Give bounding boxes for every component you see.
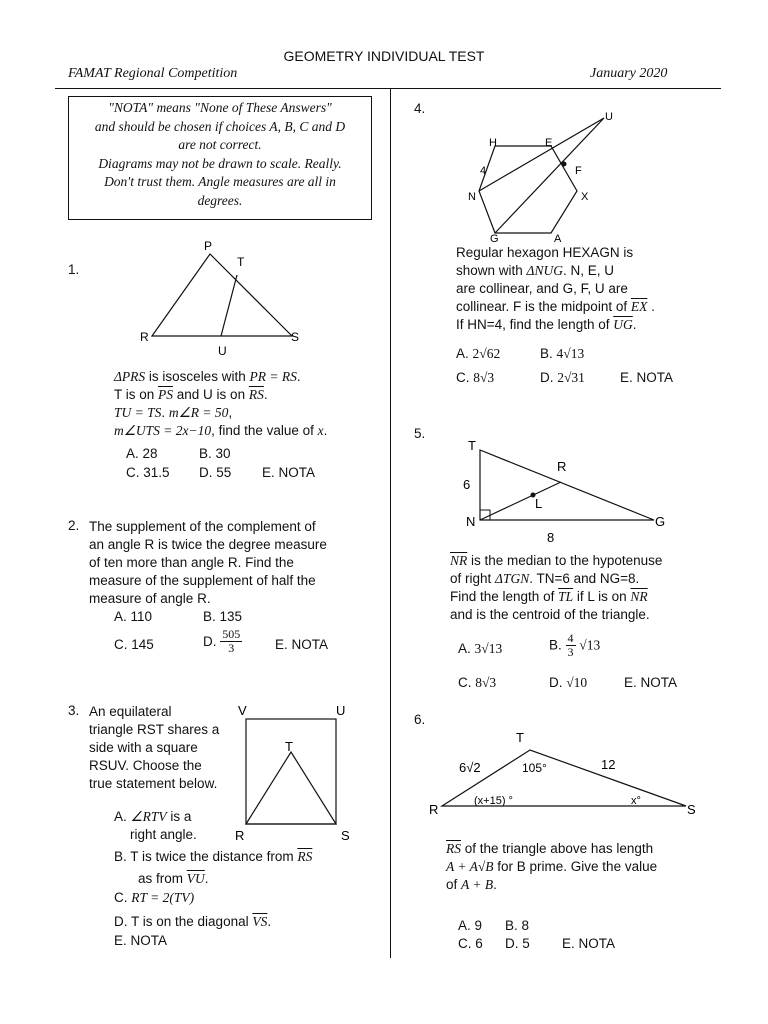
q4-number: 4. bbox=[414, 101, 426, 116]
q3-choice-a[interactable]: A. ∠RTV is a bbox=[114, 809, 192, 824]
q2-choice-c[interactable]: C. 145 bbox=[114, 637, 154, 652]
q4-label-e: E bbox=[545, 137, 553, 149]
q4-label-side: 4 bbox=[480, 165, 487, 177]
q4-text: Regular hexagon HEXAGN is shown with ΔNUG. N, E, U are collinear, and G, F, U are collinear. F is the midpoint of $\overline{EX}$ . If HN=4, find the length of $\overline{UG}$. bbox=[456, 245, 655, 332]
q1-choice-e[interactable]: E. NOTA bbox=[262, 465, 316, 480]
q3-choice-c[interactable]: C. RT = 2(TV) bbox=[114, 890, 195, 905]
test-date: January 2020 bbox=[590, 66, 668, 81]
q4-label-n: N bbox=[468, 191, 476, 203]
q2-choice-a[interactable]: A. 110 bbox=[114, 609, 153, 624]
q1-label-r: R bbox=[140, 330, 149, 344]
q6-label-r: R bbox=[429, 802, 439, 817]
q3-number: 3. bbox=[68, 703, 80, 718]
q3-text: An equilateral triangle RST shares a side with a square RSUV. Choose the true statement below. bbox=[89, 704, 220, 791]
q1-number: 1. bbox=[68, 262, 80, 277]
test-title: GEOMETRY INDIVIDUAL TEST bbox=[283, 48, 485, 64]
q2-choice-d[interactable]: D. $\frac{505}{3}$ bbox=[203, 627, 241, 655]
q6-choice-d[interactable]: D. 5 bbox=[505, 936, 530, 951]
q4-label-f: F bbox=[575, 165, 582, 177]
q1-choice-d[interactable]: D. 55 bbox=[199, 465, 232, 480]
q3-choice-e[interactable]: E. NOTA bbox=[114, 933, 168, 948]
q6-text: $\overline{RS}$ of the triangle above has length A + A√B for B prime. Give the value of A + B. bbox=[446, 841, 658, 892]
q3-choice-a-cont: right angle. bbox=[130, 827, 197, 842]
q4-label-g: G bbox=[490, 233, 499, 245]
q6-label-twelve: 12 bbox=[601, 757, 616, 772]
q1-label-u: U bbox=[218, 344, 227, 358]
q3-label-s: S bbox=[341, 828, 350, 843]
q4-hexagon-diagram bbox=[462, 108, 632, 243]
q6-label-angle-t: 105° bbox=[522, 761, 547, 775]
q6-obtuse-triangle-diagram bbox=[428, 728, 708, 823]
q6-label-angle-r: (x+15) ° bbox=[474, 795, 513, 807]
q5-choice-c[interactable]: C. 8√3 bbox=[458, 675, 497, 690]
q5-text: $\overline{NR}$ is the median to the hypotenuse of right ΔTGN. TN=6 and NG=8. Find the length of $\overline{TL}$ if L is on $\overline{NR}$ and is the centroid of the triangle. bbox=[450, 553, 663, 622]
q2-choice-b[interactable]: B. 135 bbox=[203, 609, 243, 624]
nota-instructions-box bbox=[68, 96, 372, 220]
nota-line-1: "NOTA" means "None of These Answers" bbox=[108, 100, 332, 115]
q6-choice-b[interactable]: B. 8 bbox=[505, 918, 530, 933]
q3-choice-d[interactable]: D. T is on the diagonal $\overline{VS}$. bbox=[114, 914, 272, 929]
q4-label-u: U bbox=[605, 111, 613, 123]
q4-label-h: H bbox=[489, 137, 497, 149]
q6-choice-a[interactable]: A. 9 bbox=[458, 918, 483, 933]
q3-label-v: V bbox=[238, 703, 247, 718]
nota-line-2: and should be chosen if choices A, B, C and D bbox=[94, 118, 346, 134]
q2-choice-e[interactable]: E. NOTA bbox=[275, 637, 329, 652]
q1-choice-c[interactable]: C. 31.5 bbox=[126, 465, 170, 480]
q1-choice-a[interactable]: A. 28 bbox=[126, 446, 158, 461]
nota-line-4: Diagrams may not be drawn to scale. Really. bbox=[98, 155, 342, 171]
q3-choice-b-cont: as from $\overline{VU}$. bbox=[138, 871, 209, 886]
nota-line-6: degrees. bbox=[197, 192, 243, 208]
q3-choice-b[interactable]: B. T is twice the distance from $\overline{RS}$ bbox=[114, 849, 313, 864]
q6-label-t: T bbox=[516, 730, 524, 745]
nota-line-3: are not correct. bbox=[178, 137, 262, 152]
q3-label-r: R bbox=[235, 828, 245, 843]
q1-label-p: P bbox=[204, 239, 213, 253]
q4-choice-b[interactable]: B. 4√13 bbox=[540, 346, 585, 361]
q4-label-a: A bbox=[554, 233, 562, 245]
q6-label-s: S bbox=[687, 802, 696, 817]
q1-text: ΔPRS is isosceles with PR = RS. T is on $\overline{PS}$ and U is on $\overline{RS}$. TU = TS. m∠R = 50, m∠UTS = 2x−10, find the value of x. bbox=[114, 369, 328, 438]
q5-label-r: R bbox=[557, 459, 567, 474]
q1-label-s: S bbox=[291, 330, 300, 344]
q6-number: 6. bbox=[414, 712, 426, 727]
q3-square-triangle-diagram bbox=[234, 702, 374, 842]
q4-choice-e[interactable]: E. NOTA bbox=[620, 370, 674, 385]
q6-choice-e[interactable]: E. NOTA bbox=[562, 936, 616, 951]
q5-label-six: 6 bbox=[463, 477, 471, 492]
q5-right-triangle-diagram bbox=[460, 440, 680, 550]
q5-label-g: G bbox=[655, 514, 666, 529]
q5-choice-a[interactable]: A. 3√13 bbox=[458, 641, 503, 656]
competition-name: FAMAT Regional Competition bbox=[68, 66, 238, 81]
q2-text: The supplement of the complement of an angle R is twice the degree measure of ten more than angle R. Find the measure of the supplement of half the measure of angle R. bbox=[89, 519, 327, 606]
q5-label-t: T bbox=[468, 438, 476, 453]
q5-label-n: N bbox=[466, 514, 476, 529]
q1-choice-b[interactable]: B. 30 bbox=[199, 446, 231, 461]
q6-choice-c[interactable]: C. 6 bbox=[458, 936, 483, 951]
header-rule bbox=[55, 88, 721, 89]
q3-label-t: T bbox=[285, 739, 293, 754]
q6-label-angle-s: x° bbox=[631, 795, 641, 807]
q3-label-u: U bbox=[336, 703, 346, 718]
q6-label-side: 6√2 bbox=[459, 760, 481, 775]
q5-choice-d[interactable]: D. √10 bbox=[549, 675, 588, 690]
q5-choice-b[interactable]: B. $\frac{4}{3}$ √13 bbox=[549, 631, 601, 659]
column-divider bbox=[390, 88, 391, 958]
q5-choice-e[interactable]: E. NOTA bbox=[624, 675, 678, 690]
q5-number: 5. bbox=[414, 426, 426, 441]
q4-choice-d[interactable]: D. 2√31 bbox=[540, 370, 585, 385]
q4-label-x: X bbox=[581, 191, 589, 203]
q2-number: 2. bbox=[68, 518, 80, 533]
q1-label-t: T bbox=[237, 255, 245, 269]
q4-choice-c[interactable]: C. 8√3 bbox=[456, 370, 495, 385]
q1-triangle-diagram bbox=[140, 238, 310, 363]
nota-line-5: Don't trust them. Angle measures are all in bbox=[104, 174, 336, 189]
q5-label-eight: 8 bbox=[547, 530, 555, 545]
q5-label-l: L bbox=[535, 496, 543, 511]
q4-choice-a[interactable]: A. 2√62 bbox=[456, 346, 501, 361]
